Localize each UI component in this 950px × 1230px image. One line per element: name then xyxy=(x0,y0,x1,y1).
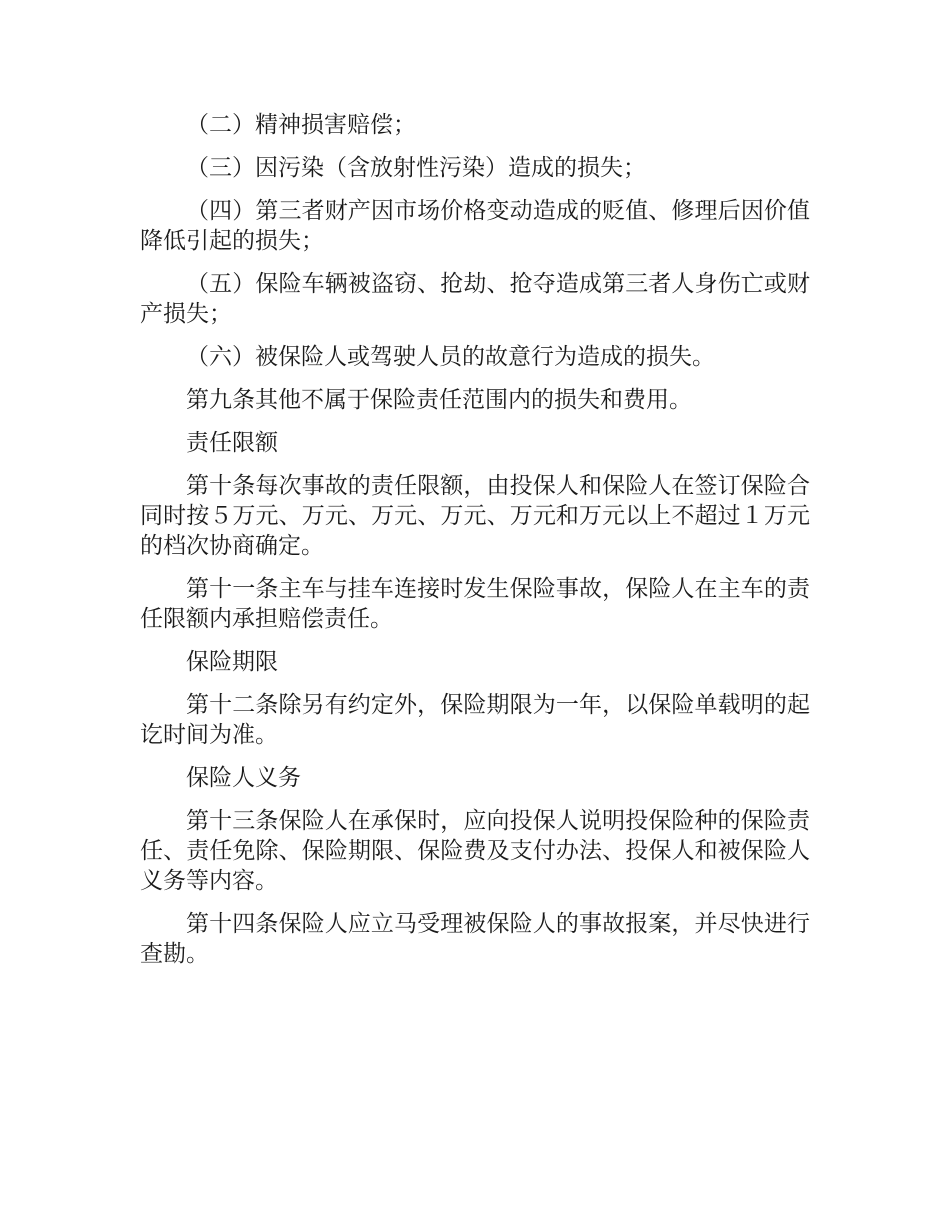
article-11: 第十一条主车与挂车连接时发生保险事故，保险人在主车的责任限额内承担赔偿责任。 xyxy=(140,576,810,632)
section-heading-insurer-obligations: 保险人义务 xyxy=(186,765,301,791)
article-10: 第十条每次事故的责任限额，由投保人和保险人在签订保险合同时按５万元、万元、万元、万元、万元和万元以上不超过１万元的档次协商确定。 xyxy=(140,473,810,559)
section-heading-insurance-period: 保险期限 xyxy=(186,649,278,675)
document-body xyxy=(140,110,810,982)
paragraph-item-5: （五）保险车辆被盗窃、抢劫、抢夺造成第三者人身伤亡或财产损失； xyxy=(140,271,810,327)
paragraph-item-2: （二）精神损害赔偿； xyxy=(186,112,416,138)
paragraph-item-4: （四）第三者财产因市场价格变动造成的贬值、修理后因价值降低引起的损失； xyxy=(140,198,810,254)
article-14: 第十四条保险人应立马受理被保险人的事故报案，并尽快进行查勘。 xyxy=(140,911,810,967)
article-13: 第十三条保险人在承保时，应向投保人说明投保险种的保险责任、责任免除、保险期限、保险费及支付办法、投保人和被保险人义务等内容。 xyxy=(140,808,810,894)
paragraph-item-6: （六）被保险人或驾驶人员的故意行为造成的损失。 xyxy=(186,344,715,370)
article-9: 第九条其他不属于保险责任范围内的损失和费用。 xyxy=(186,387,692,413)
article-12: 第十二条除另有约定外，保险期限为一年，以保险单载明的起讫时间为准。 xyxy=(140,692,810,748)
section-heading-liability-limit: 责任限额 xyxy=(186,430,278,456)
paragraph-item-3: （三）因污染（含放射性污染）造成的损失； xyxy=(186,155,646,181)
